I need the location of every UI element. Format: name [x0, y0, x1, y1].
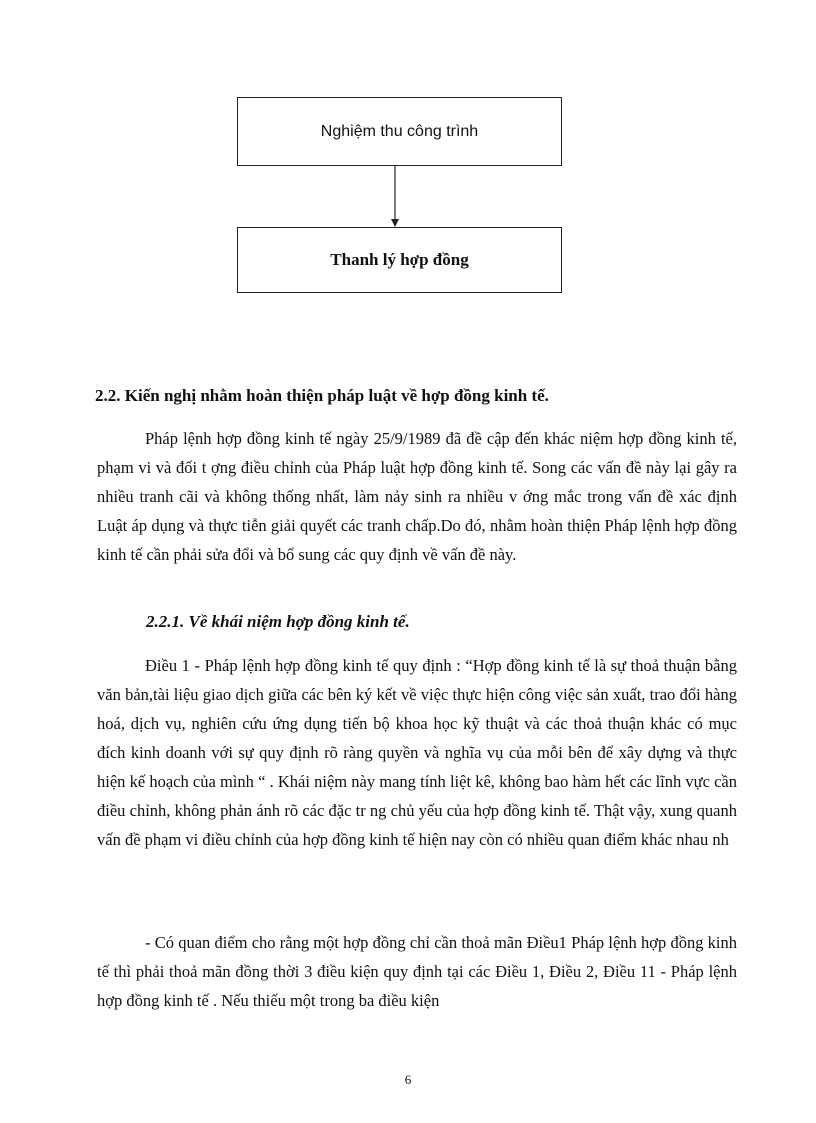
flowchart-box-liquidation [237, 227, 562, 293]
section-2-2-1-paragraph-2: - Có quan điểm cho rằng một hợp đồng chỉ cần thoả mãn Điều1 Pháp lệnh hợp đồng kinh tế thì phải thoả mãn đồng thời 3 điều kiện quy định tại các Điều 1, Điều 2, Điều 11 - Pháp lệnh hợp đồng kinh tế . Nếu thiếu một trong ba điều kiện [97, 933, 737, 1010]
section-heading-2-2: 2.2. Kiến nghị nhằm hoàn thiện pháp luật về hợp đồng kinh tế. [95, 386, 549, 405]
page-number: 6 [404, 1072, 412, 1087]
section-2-2-1-paragraph-1: Điều 1 - Pháp lệnh hợp đồng kinh tế quy định : “Hợp đồng kinh tế là sự thoả thuận bằng văn bản,tài liệu giao dịch giữa các bên ký kết về việc thực hiện công việc sản xuất, trao đổi hàng hoá, dịch vụ, nghiên cứu ứng dụng tiến bộ khoa học kỹ thuật và các thoả thuận khác có mục đích kinh doanh với sự quy định rõ ràng quyền và nghĩa vụ của mỗi bên để xây dựng và thực hiện kế hoạch của mình “ . Khái niệm này mang tính liệt kê, không bao hàm hết các lĩnh vực cần điều chỉnh, không phản ánh rõ các đặc tr ng chủ yếu của hợp đồng kinh tế. Thật vậy, xung quanh vấn đề phạm vi điều chỉnh của hợp đồng kinh tế hiện nay còn có nhiều quan điểm khác nhau nh [97, 656, 737, 849]
flowchart-arrow [0, 0, 816, 240]
section-heading-2-2-1: 2.2.1. Về khái niệm hợp đồng kinh tế. [146, 612, 410, 631]
section-2-2-paragraph: Pháp lệnh hợp đồng kinh tế ngày 25/9/1989 đã đề cập đến khác niệm hợp đồng kinh tế, phạm vi và đối t ợng điều chỉnh của Pháp luật hợp đồng kinh tế. Song các vấn đề này lại gây ra nhiều tranh cãi và không thống nhất, làm nảy sinh ra nhiều v ớng mắc trong vấn đề xác định Luật áp dụng và thực tiễn giải quyết các tranh chấp.Do đó, nhằm hoàn thiện Pháp lệnh hợp đồng kinh tế cần phải sửa đổi và bổ sung các quy định về vấn đề này. [97, 429, 737, 564]
flowchart-box-liquidation-label: Thanh lý hợp đồng [330, 250, 469, 269]
flowchart-box-acceptance-label: Nghiệm thu công trình [320, 122, 479, 140]
